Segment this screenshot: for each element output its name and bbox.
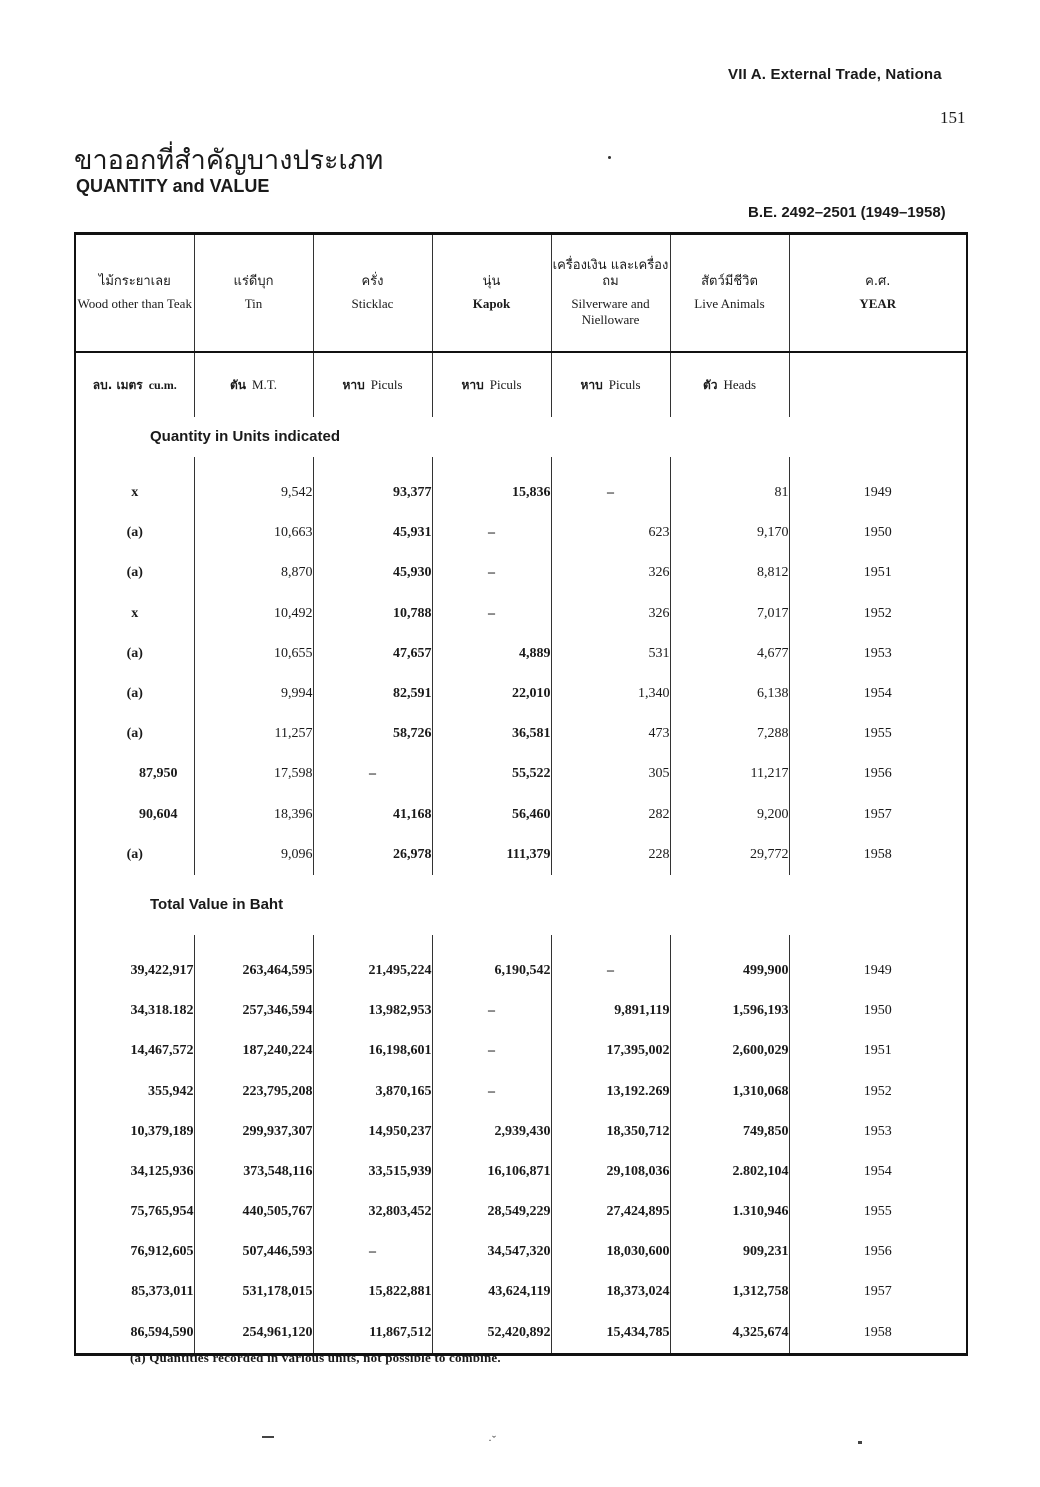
quantity-cell: 326: [551, 594, 670, 634]
quantity-cell: –: [432, 553, 551, 593]
value-cell: 1954: [789, 1152, 967, 1192]
value-cell: 299,937,307: [194, 1112, 313, 1152]
table-header-row: [75, 234, 967, 353]
table-row: [75, 1112, 967, 1152]
quantity-cell: 1950: [789, 513, 967, 553]
table-row: [75, 1031, 967, 1071]
table-row: [75, 1192, 967, 1232]
quantity-cell: 10,492: [194, 594, 313, 634]
quantity-cell: 93,377: [313, 473, 432, 513]
col-header-tin: แร่ดีบุก Tin: [194, 234, 313, 353]
quantity-cell: 10,655: [194, 634, 313, 674]
quantity-cell: –: [432, 594, 551, 634]
value-cell: 52,420,892: [432, 1313, 551, 1355]
unit-silverware: หาบ Piculs: [551, 352, 670, 417]
value-cell: 4,325,674: [670, 1313, 789, 1355]
table-row: [75, 1272, 967, 1312]
quantity-cell: –: [551, 473, 670, 513]
unit-year: [789, 352, 967, 417]
value-cell: –: [432, 991, 551, 1031]
value-cell: 1,312,758: [670, 1272, 789, 1312]
value-cell: 86,594,590: [75, 1313, 194, 1355]
quantity-cell: 45,931: [313, 513, 432, 553]
page-number: 151: [940, 108, 966, 127]
unit-live-animals: ตัว Heads: [670, 352, 789, 417]
table-row: [75, 634, 967, 674]
quantity-cell: 58,726: [313, 714, 432, 754]
quantity-cell: x: [75, 473, 194, 513]
quantity-cell: 1,340: [551, 674, 670, 714]
table-row: [75, 1232, 967, 1272]
value-cell: 85,373,011: [75, 1272, 194, 1312]
title-english: QUANTITY and VALUE: [76, 176, 270, 196]
scan-mark: ·ˇ: [488, 1433, 496, 1447]
quantity-cell: 22,010: [432, 674, 551, 714]
quantity-cell: 228: [551, 835, 670, 875]
quantity-cell: (a): [75, 553, 194, 593]
value-cell: 1956: [789, 1232, 967, 1272]
quantity-cell: 7,017: [670, 594, 789, 634]
quantity-cell: (a): [75, 513, 194, 553]
quantity-cell: 47,657: [313, 634, 432, 674]
quantity-cell: 1951: [789, 553, 967, 593]
quantity-cell: 9,994: [194, 674, 313, 714]
value-cell: 39,422,917: [75, 951, 194, 991]
quantity-cell: 1955: [789, 714, 967, 754]
footnote: (a) Quantities recorded in various units, not possible to combine.: [130, 1350, 501, 1365]
quantity-cell: 56,460: [432, 795, 551, 835]
quantity-cell: 17,598: [194, 754, 313, 794]
value-cell: 1,596,193: [670, 991, 789, 1031]
value-cell: 32,803,452: [313, 1192, 432, 1232]
quantity-cell: 81: [670, 473, 789, 513]
value-cell: –: [551, 951, 670, 991]
trade-table: [74, 232, 968, 1356]
quantity-cell: 1958: [789, 835, 967, 875]
quantity-cell: 29,772: [670, 835, 789, 875]
value-cell: 28,549,229: [432, 1192, 551, 1232]
table-row: [75, 473, 967, 513]
table-row: [75, 513, 967, 553]
value-cell: 355,942: [75, 1071, 194, 1111]
value-cell: 1957: [789, 1272, 967, 1312]
quantity-section-row: [75, 417, 967, 457]
value-cell: 2,600,029: [670, 1031, 789, 1071]
quantity-cell: 41,168: [313, 795, 432, 835]
value-cell: 34,125,936: [75, 1152, 194, 1192]
scan-speck: [608, 156, 611, 159]
value-cell: 1955: [789, 1192, 967, 1232]
value-cell: 17,395,002: [551, 1031, 670, 1071]
quantity-cell: 111,379: [432, 835, 551, 875]
scan-mark: [858, 1441, 862, 1444]
quantity-cell: 26,978: [313, 835, 432, 875]
quantity-cell: 1952: [789, 594, 967, 634]
value-cell: 373,548,116: [194, 1152, 313, 1192]
value-cell: 16,106,871: [432, 1152, 551, 1192]
value-cell: 257,346,594: [194, 991, 313, 1031]
quantity-cell: x: [75, 594, 194, 634]
table-row: [75, 594, 967, 634]
scan-mark: [262, 1436, 274, 1438]
quantity-cell: 9,170: [670, 513, 789, 553]
unit-sticklac: หาบ Piculs: [313, 352, 432, 417]
value-cell: 499,900: [670, 951, 789, 991]
value-cell: 1950: [789, 991, 967, 1031]
value-cell: 13,192.269: [551, 1071, 670, 1111]
value-cell: 18,373,024: [551, 1272, 670, 1312]
value-cell: –: [432, 1031, 551, 1071]
value-cell: 9,891,119: [551, 991, 670, 1031]
value-cell: 531,178,015: [194, 1272, 313, 1312]
quantity-cell: 4,889: [432, 634, 551, 674]
quantity-cell: (a): [75, 835, 194, 875]
value-cell: 223,795,208: [194, 1071, 313, 1111]
quantity-cell: 8,812: [670, 553, 789, 593]
value-rows: [75, 935, 967, 1354]
quantity-cell: 15,836: [432, 473, 551, 513]
value-cell: 440,505,767: [194, 1192, 313, 1232]
quantity-cell: 305: [551, 754, 670, 794]
value-cell: 27,424,895: [551, 1192, 670, 1232]
value-cell: 1951: [789, 1031, 967, 1071]
value-cell: 1958: [789, 1313, 967, 1355]
col-header-silverware: เครื่องเงิน และเครื่องถม Silverware and Nielloware: [551, 234, 670, 353]
value-cell: –: [313, 1232, 432, 1272]
quantity-cell: 9,096: [194, 835, 313, 875]
quantity-cell: 11,217: [670, 754, 789, 794]
value-cell: 507,446,593: [194, 1232, 313, 1272]
value-cell: 187,240,224: [194, 1031, 313, 1071]
quantity-cell: 7,288: [670, 714, 789, 754]
value-cell: 76,912,605: [75, 1232, 194, 1272]
value-cell: 18,350,712: [551, 1112, 670, 1152]
value-cell: 11,867,512: [313, 1313, 432, 1355]
table-row: [75, 951, 967, 991]
period-label: B.E. 2492–2501 (1949–1958): [748, 204, 946, 221]
unit-tin: ตัน M.T.: [194, 352, 313, 417]
quantity-cell: 10,788: [313, 594, 432, 634]
value-cell: 1952: [789, 1071, 967, 1111]
table-row: [75, 835, 967, 875]
value-cell: 1953: [789, 1112, 967, 1152]
value-cell: 6,190,542: [432, 951, 551, 991]
col-header-live-animals: สัตว์มีชีวิต Live Animals: [670, 234, 789, 353]
value-cell: 1949: [789, 951, 967, 991]
quantity-cell: 36,581: [432, 714, 551, 754]
col-header-year: ค.ศ. YEAR: [789, 234, 967, 353]
col-header-kapok: นุ่น Kapok: [432, 234, 551, 353]
value-cell: 254,961,120: [194, 1313, 313, 1355]
spacer-row: [75, 457, 967, 473]
value-cell: 10,379,189: [75, 1112, 194, 1152]
section-header: VII A. External Trade, Nationa: [728, 66, 942, 83]
quantity-cell: (a): [75, 714, 194, 754]
value-cell: 33,515,939: [313, 1152, 432, 1192]
quantity-cell: 45,930: [313, 553, 432, 593]
quantity-rows: [75, 457, 967, 875]
value-cell: 1.310,946: [670, 1192, 789, 1232]
quantity-cell: (a): [75, 674, 194, 714]
quantity-cell: 11,257: [194, 714, 313, 754]
quantity-cell: 9,542: [194, 473, 313, 513]
quantity-cell: 8,870: [194, 553, 313, 593]
value-cell: –: [432, 1071, 551, 1111]
value-cell: 43,624,119: [432, 1272, 551, 1312]
table-row: [75, 1152, 967, 1192]
value-cell: 34,318.182: [75, 991, 194, 1031]
value-cell: 18,030,600: [551, 1232, 670, 1272]
value-section-label: Total Value in Baht: [150, 895, 284, 913]
quantity-cell: 1956: [789, 754, 967, 794]
table-row: [75, 991, 967, 1031]
value-cell: 29,108,036: [551, 1152, 670, 1192]
quantity-cell: 1957: [789, 795, 967, 835]
quantity-cell: 1949: [789, 473, 967, 513]
col-header-wood: ไม้กระยาเลย Wood other than Teak: [75, 234, 194, 353]
table-row: [75, 1313, 967, 1355]
units-row: [75, 352, 967, 417]
value-cell: 909,231: [670, 1232, 789, 1272]
spacer-row: [75, 935, 967, 951]
value-cell: 21,495,224: [313, 951, 432, 991]
quantity-cell: 90,604: [75, 795, 194, 835]
value-cell: 15,822,881: [313, 1272, 432, 1312]
quantity-cell: (a): [75, 634, 194, 674]
quantity-cell: 1954: [789, 674, 967, 714]
value-cell: 2.802,104: [670, 1152, 789, 1192]
unit-kapok: หาบ Piculs: [432, 352, 551, 417]
quantity-cell: 1953: [789, 634, 967, 674]
value-cell: 749,850: [670, 1112, 789, 1152]
quantity-cell: 326: [551, 553, 670, 593]
quantity-cell: 87,950: [75, 754, 194, 794]
value-cell: 1,310,068: [670, 1071, 789, 1111]
value-cell: 3,870,165: [313, 1071, 432, 1111]
table-row: [75, 1071, 967, 1111]
table-row: [75, 674, 967, 714]
value-cell: 13,982,953: [313, 991, 432, 1031]
quantity-cell: –: [432, 513, 551, 553]
quantity-cell: 10,663: [194, 513, 313, 553]
quantity-cell: 18,396: [194, 795, 313, 835]
unit-wood: ลบ. เมตร cu.m.: [75, 352, 194, 417]
quantity-cell: 6,138: [670, 674, 789, 714]
quantity-section-label: Quantity in Units indicated: [150, 428, 341, 445]
quantity-cell: 4,677: [670, 634, 789, 674]
quantity-cell: 282: [551, 795, 670, 835]
table-row: [75, 553, 967, 593]
value-cell: 263,464,595: [194, 951, 313, 991]
table-row: [75, 754, 967, 794]
value-cell: 14,950,237: [313, 1112, 432, 1152]
value-cell: 15,434,785: [551, 1313, 670, 1355]
table-row: [75, 714, 967, 754]
quantity-cell: 82,591: [313, 674, 432, 714]
quantity-cell: –: [313, 754, 432, 794]
col-header-sticklac: ครั่ง Sticklac: [313, 234, 432, 353]
quantity-cell: 473: [551, 714, 670, 754]
value-cell: 16,198,601: [313, 1031, 432, 1071]
quantity-cell: 531: [551, 634, 670, 674]
value-cell: 2,939,430: [432, 1112, 551, 1152]
quantity-cell: 55,522: [432, 754, 551, 794]
value-cell: 34,547,320: [432, 1232, 551, 1272]
table-row: [75, 795, 967, 835]
value-cell: 75,765,954: [75, 1192, 194, 1232]
value-section-row: [75, 875, 967, 935]
value-cell: 14,467,572: [75, 1031, 194, 1071]
title-thai: ขาออกที่สำคัญบางประเภท: [74, 145, 384, 176]
quantity-cell: 623: [551, 513, 670, 553]
quantity-cell: 9,200: [670, 795, 789, 835]
